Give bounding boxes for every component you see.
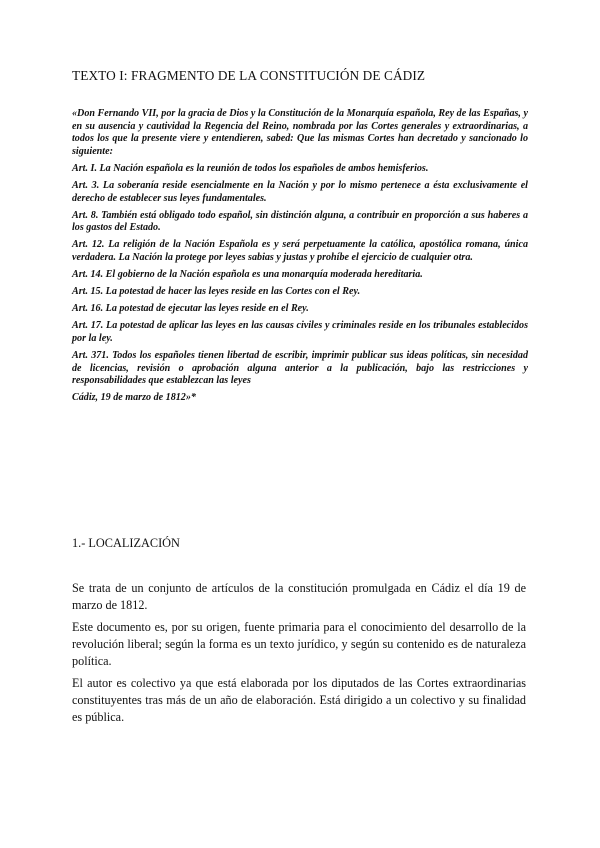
source-date-line: Cádiz, 19 de marzo de 1812»* [72,392,196,404]
body-paragraph: El autor es colectivo ya que está elaborada por los diputados de las Cortes extraordinarias constituyentes tras más de un año de elaboración. Está dirigido a un colectivo y su finalidad es pública. [72,675,526,724]
source-text-block [72,108,528,409]
source-paragraph: «Don Fernando VII, por la gracia de Dios y la Constitución de la Monarquía española, Rey de las Españas, y en su ausencia y cautividad la Regencia del Reino, nombrada por las Cortes generales y extraordinarias, a todos los que la presente viere y entendieren, sabed: Que las mismas Cortes han decretado y sancionado lo siguiente: [72,108,528,157]
source-paragraph: Art. 15. La potestad de hacer las leyes reside en las Cortes con el Rey. [72,286,361,298]
body-paragraph: Se trata de un conjunto de artículos de la constitución promulgada en Cádiz el día 19 de marzo de 1812. [72,581,526,612]
source-paragraph: Art. 17. La potestad de aplicar las leyes en las causas civiles y criminales reside en los tribunales establecidos por la ley. [72,320,528,344]
source-paragraph: Art. 371. Todos los españoles tienen libertad de escribir, imprimir publicar sus ideas políticas, sin necesidad de licencias, revisión o aprobación alguna anterior a la publicación, bajo las restricciones y responsabilidades que establezcan las leyes [72,350,528,387]
source-paragraph: Art. 16. La potestad de ejecutar las leyes reside en el Rey. [72,303,309,315]
document-title: TEXTO I: FRAGMENTO DE LA CONSTITUCIÓN DE CÁDIZ [72,68,426,83]
section-heading: 1.- LOCALIZACIÓN [72,536,180,550]
body-text-block [72,580,526,731]
source-paragraph: Art. I. La Nación española es la reunión de todos los españoles de ambos hemisferios. [72,162,429,174]
source-paragraph: Art. 8. También está obligado todo español, sin distinción alguna, a contribuir en proporción a sus haberes a los gastos del Estado. [72,209,528,234]
source-paragraph: Art. 14. El gobierno de la Nación española es una monarquía moderada hereditaria. [72,269,423,281]
source-paragraph: Art. 3. La soberanía reside esencialmente en la Nación y por lo mismo pertenece a ésta exclusivamente el derecho de establecer sus leyes fundamentales. [72,179,528,204]
body-paragraph: Este documento es, por su origen, fuente primaria para el conocimiento del desarrollo de la revolución liberal; según la forma es un texto jurídico, y según su contenido es de naturaleza política. [72,620,526,668]
source-paragraph: Art. 12. La religión de la Nación Española es y será perpetuamente la católica, apostólica romana, única verdadera. La Nación la protege por leyes sabias y justas y prohíbe el ejercicio de cualquier otra. [72,239,528,263]
